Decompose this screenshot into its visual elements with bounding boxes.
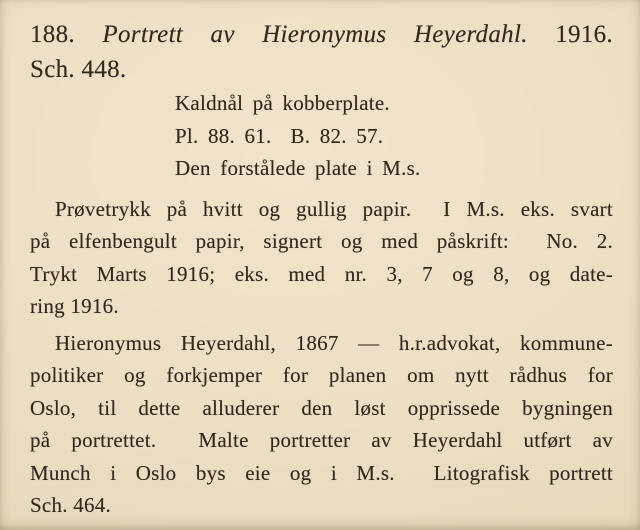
- body-line: Oslo, til dette alluderer den løst opprissede bygningen: [30, 395, 613, 420]
- entry-year: 1916.: [555, 21, 613, 48]
- paragraph-biography: [30, 327, 613, 522]
- body-line: politiker og forkjemper for planen om nytt rådhus for: [30, 363, 613, 387]
- entry-title: Portrett av Hieronymus Heyerdahl.: [102, 21, 528, 48]
- body-line: Prøvetrykk på hvitt og gullig papir. I M.s. eks. svart: [55, 196, 613, 221]
- entry-number: 188.: [30, 21, 75, 48]
- technique-line-dimensions: Pl. 88. 61. B. 82. 57.: [175, 123, 384, 148]
- entry-heading-line1: [30, 17, 613, 52]
- body-line: Sch. 464.: [30, 493, 111, 517]
- entry-catalog-ref: Sch. 448.: [30, 56, 127, 83]
- body-line: på elfenbengult papir, signert og med påskrift: No. 2.: [30, 229, 613, 253]
- technique-line-plate: Den forstålede plate i M.s.: [175, 156, 421, 180]
- body-line: på portrettet. Malte portretter av Heyerdahl utført av: [30, 428, 613, 452]
- body-line: Hieronymus Heyerdahl, 1867 — h.r.advokat, kommune-: [55, 330, 613, 355]
- entry-heading: [30, 17, 613, 87]
- body-line: Munch i Oslo bys eie og i M.s. Litografisk portrett: [30, 460, 613, 485]
- body-line: Trykt Marts 1916; eks. med nr. 3, 7 og 8, og date-: [30, 261, 613, 286]
- body-line: ring 1916.: [30, 294, 119, 318]
- technique-block: [175, 87, 613, 185]
- text-column: [30, 17, 613, 522]
- technique-line-medium: Kaldnål på kobberplate.: [175, 91, 390, 115]
- paragraph-impressions: [30, 193, 613, 323]
